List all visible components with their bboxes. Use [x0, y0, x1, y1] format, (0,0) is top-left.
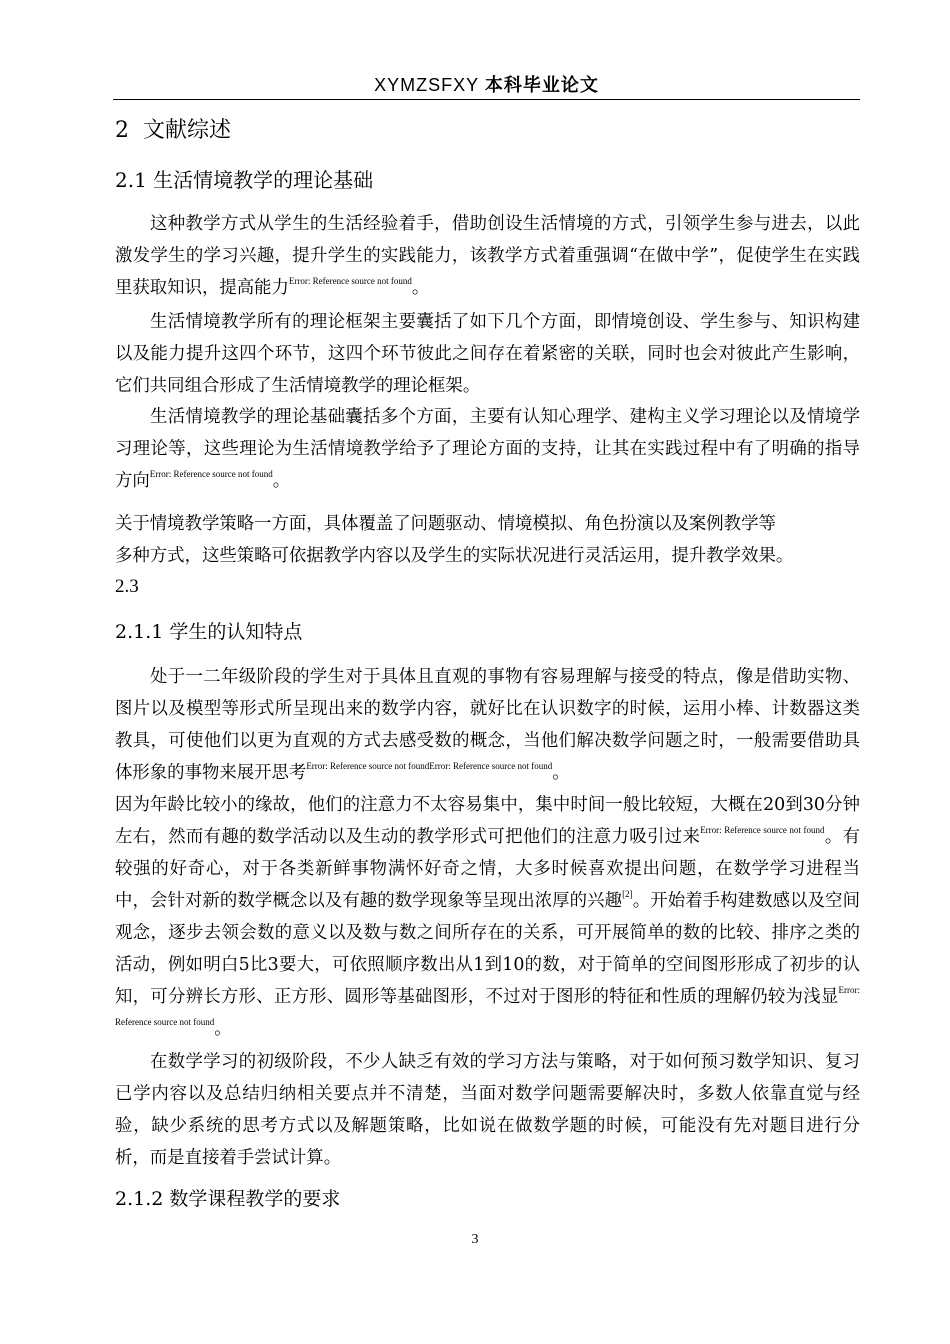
- citation-ref: Error: Reference source not found: [700, 825, 825, 835]
- citation-ref: Error: Reference source not found: [288, 276, 412, 286]
- section-number: 2: [115, 118, 129, 143]
- strategy-line-2: 多种方式，这些策略可依据教学内容以及学生的实际状况进行灵活运用，提升教学效果。: [115, 546, 794, 566]
- header-rule: [113, 99, 860, 100]
- cognitive-text-c: 。有较强的好奇心，对于各类新鲜事物满怀好奇之情，大多时候喜欢提出问题，在数学学习进程当中，会针对新的数学概念以及有趣的数学现象等呈现出浓厚的兴趣: [115, 827, 860, 911]
- cognitive-text-a-end: 。: [552, 763, 570, 783]
- paragraph-3-text: 生活情境教学的理论基础囊括多个方面，主要有认知心理学、建构主义学习理论以及情境学习理论等，这些理论为生活情境教学给予了理论方面的支持，让其在实践过程中有了明确的指导方向: [115, 407, 860, 491]
- paragraph-learning-methods: 在数学学习的初级阶段，不少人缺乏有效的学习方法与策略，对于如何预习数学知识、复习已学内容以及总结归纳相关要点并不清楚，当面对数学问题需要解决时，多数人依靠直觉与经验，缺少系统的思考方式以及解题策略，比如说在做数学题的时候，可能没有先对题目进行分析，而是直接着手尝试计算。: [115, 1052, 860, 1168]
- cognitive-text-d: 。开始着手构建数感以及空间观念，逐步去领会数的意义以及数与数之间所存在的关系，可开展简单的数的比较、排序之类的活动，例如明白5比3要大，可依照顺序数出从1到10的数，对于简单的空间图形形成了初步的认知，可分辨长方形、正方形、圆形等基础图形，不过对于图形的特征和性质的理解仍较为浅显: [115, 891, 860, 1007]
- page-header: [113, 70, 860, 100]
- section-heading: [115, 114, 231, 148]
- citation-ref: Error: Reference source not found: [115, 985, 860, 1027]
- header-school-code: XYMZSFXY: [374, 75, 480, 95]
- citation-ref: Error: Reference source not foundError: Reference source not found: [306, 761, 553, 771]
- stray-section-number: 2.3: [115, 576, 139, 597]
- paragraph-3: [115, 401, 860, 497]
- citation-ref: [2]: [622, 889, 633, 899]
- paragraph-3-end: 。: [272, 471, 291, 491]
- subsection-heading-2-1-1: 2.1.1 学生的认知特点: [115, 621, 303, 643]
- header-thesis-label: 本科毕业论文: [484, 75, 599, 96]
- paragraph-cognitive: [115, 661, 860, 789]
- subsection-heading-2-1: 2.1 生活情境教学的理论基础: [115, 168, 374, 192]
- strategy-line-1: 关于情境教学策略一方面，具体覆盖了问题驱动、情境模拟、角色扮演以及案例教学等: [115, 514, 776, 534]
- citation-ref: Error: Reference source not found: [149, 469, 273, 479]
- section-title: 文献综述: [143, 118, 232, 143]
- paragraph-1: [115, 208, 860, 304]
- cognitive-text-a: 处于一二年级阶段的学生对于具体且直观的事物有容易理解与接受的特点，像是借助实物、图片以及模型等形式所呈现出来的数学内容，就好比在认识数字的时候，运用小棒、计数器这类教具，可使他们以更为直观的方式去感受数的概念，当他们解决数学问题之时，一般需要借助具体形象的事物来展开思考: [115, 667, 860, 783]
- paragraph-1-end: 。: [411, 278, 430, 298]
- cognitive-text-b: 因为年龄比较小的缘故，他们的注意力不太容易集中，集中时间一般比较短，大概在20到30分钟左右，然而有趣的数学活动以及生动的教学形式可把他们的注意力吸引过来: [115, 795, 860, 847]
- paragraph-cognitive-2: [115, 789, 860, 1045]
- page-number: 3: [471, 1232, 479, 1247]
- paragraph-1-text: 这种教学方式从学生的生活经验着手，借助创设生活情境的方式，引领学生参与进去，以此激发学生的学习兴趣，提升学生的实践能力，该教学方式着重强调“在做中学”，促使学生在实践里获取知识，提高能力: [115, 214, 860, 298]
- subsection-heading-2-1-2: 2.1.2 数学课程教学的要求: [115, 1188, 341, 1210]
- paragraph-2: 生活情境教学所有的理论框架主要囊括了如下几个方面，即情境创设、学生参与、知识构建以及能力提升这四个环节，这四个环节彼此之间存在着紧密的关联，同时也会对彼此产生影响，它们共同组合形成了生活情境教学的理论框架。: [115, 312, 860, 396]
- cognitive-text-d-end: 。: [214, 1019, 232, 1039]
